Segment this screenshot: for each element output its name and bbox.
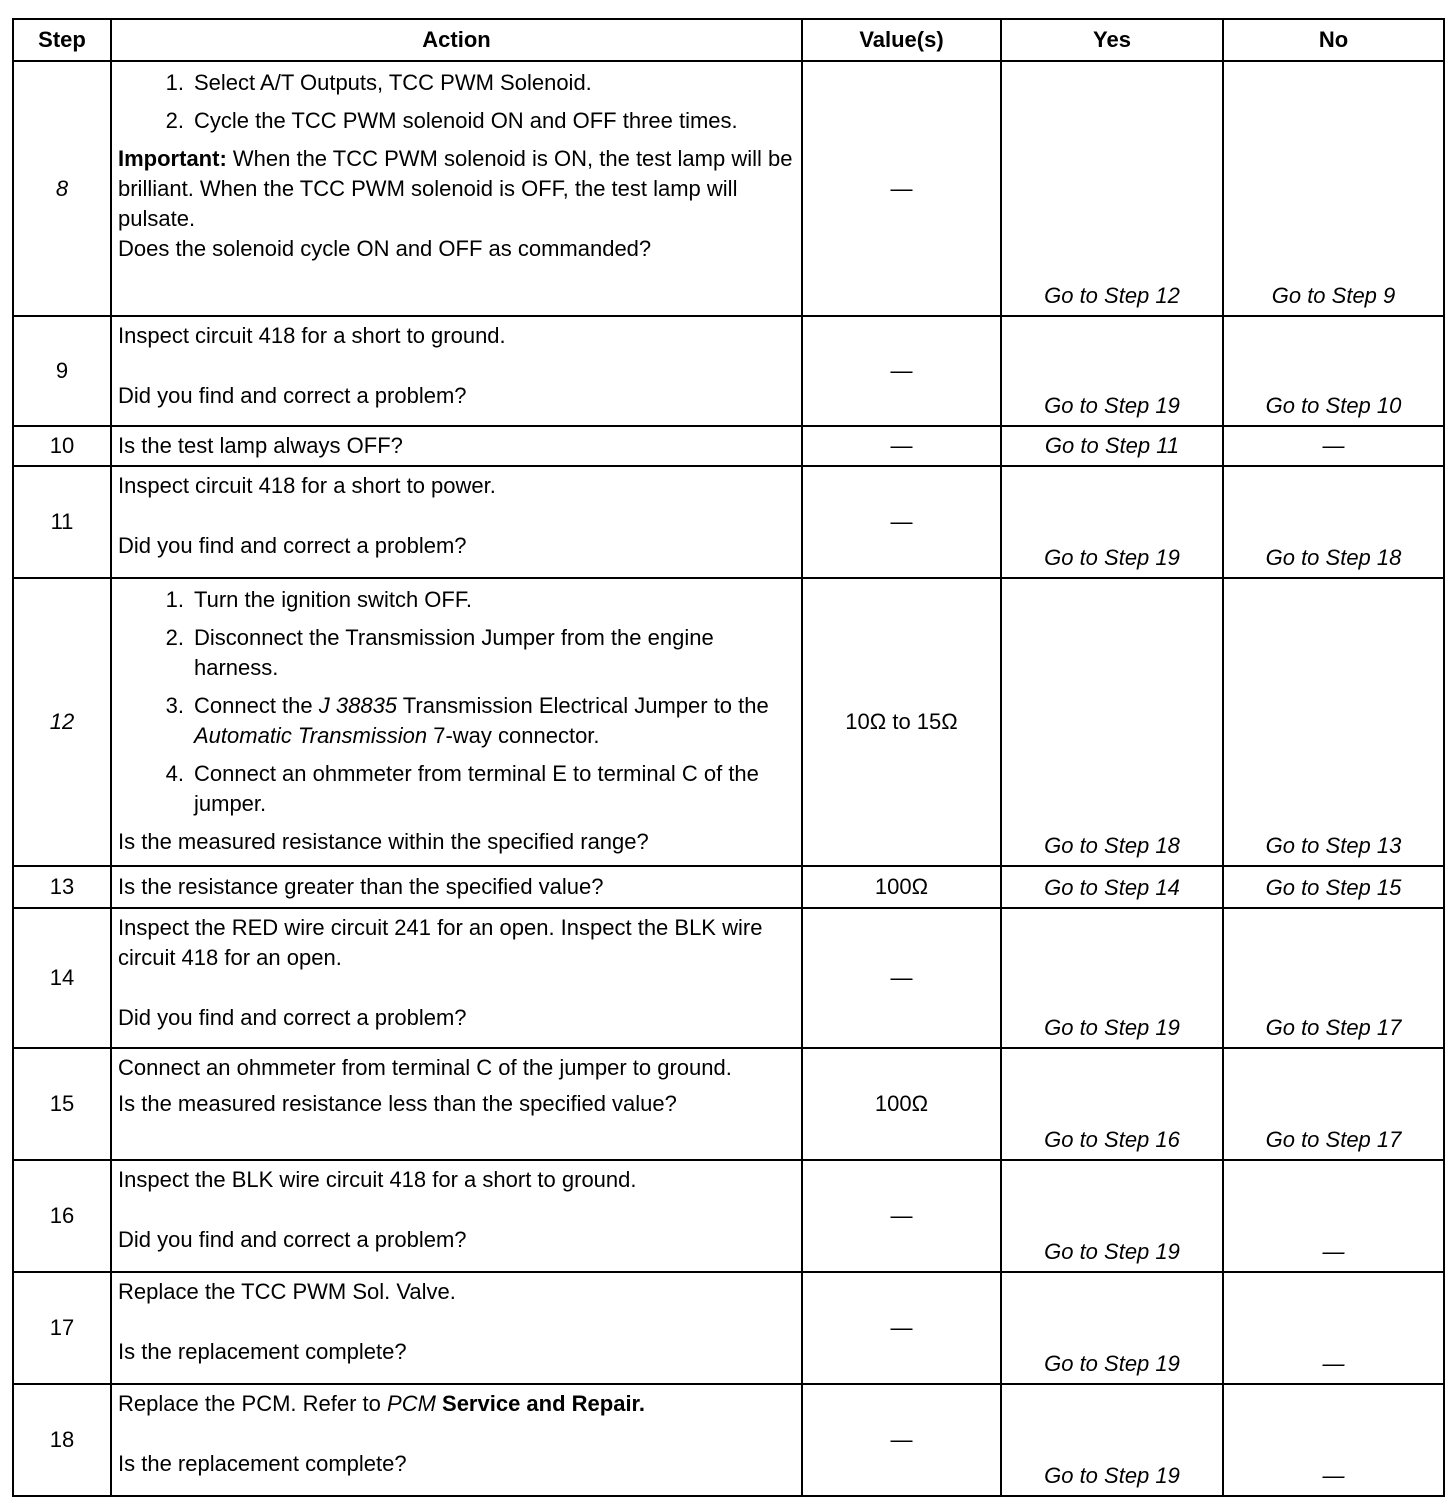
value-cell: —	[802, 426, 1001, 466]
table-row	[13, 1160, 1444, 1272]
value-cell: —	[802, 1160, 1001, 1272]
no-cell: Go to Step 13	[1223, 578, 1444, 866]
value-cell: 100Ω	[802, 1048, 1001, 1160]
value-cell: 100Ω	[802, 866, 1001, 908]
action-question: Did you find and correct a problem?	[118, 1227, 467, 1252]
step-number: 17	[13, 1272, 111, 1384]
header-no: No	[1223, 19, 1444, 61]
step-number: 11	[13, 466, 111, 578]
table-row	[13, 426, 1444, 466]
table-row	[13, 578, 1444, 866]
action-question: Did you find and correct a problem?	[118, 1005, 467, 1030]
action-question: Is the measured resistance within the specified range?	[118, 829, 649, 854]
yes-cell: Go to Step 16	[1001, 1048, 1223, 1160]
step-number: 15	[13, 1048, 111, 1160]
action-question: Did you find and correct a problem?	[118, 533, 467, 558]
action-instruction: Inspect circuit 418 for a short to power.	[118, 473, 496, 498]
header-row	[13, 19, 1444, 61]
no-cell: —	[1223, 1160, 1444, 1272]
step-number: 10	[13, 426, 111, 466]
action-step: 1. Select A/T Outputs, TCC PWM Solenoid.	[165, 70, 592, 95]
action-step: 2. Disconnect the Transmission Jumper from the engine harness.	[165, 625, 714, 680]
yes-cell: Go to Step 14	[1001, 866, 1223, 908]
yes-cell: Go to Step 19	[1001, 1160, 1223, 1272]
value-cell: —	[802, 61, 1001, 316]
step-number: 18	[13, 1384, 111, 1496]
value-cell: —	[802, 466, 1001, 578]
table-row	[13, 1384, 1444, 1496]
action-instruction: Inspect the RED wire circuit 241 for an open. Inspect the BLK wire circuit 418 for an open.	[118, 915, 763, 970]
action-step: 1. Turn the ignition switch OFF.	[165, 587, 472, 612]
action-cell	[111, 908, 802, 1048]
header-yes: Yes	[1001, 19, 1223, 61]
value-cell: —	[802, 1272, 1001, 1384]
yes-cell: Go to Step 19	[1001, 316, 1223, 426]
action-question: Is the replacement complete?	[118, 1451, 407, 1476]
table-row	[13, 61, 1444, 316]
no-cell: Go to Step 17	[1223, 908, 1444, 1048]
no-cell: Go to Step 17	[1223, 1048, 1444, 1160]
action-steps	[118, 68, 795, 136]
yes-cell: Go to Step 19	[1001, 466, 1223, 578]
action-cell	[111, 61, 802, 316]
action-question: Did you find and correct a problem?	[118, 383, 467, 408]
step-number: 14	[13, 908, 111, 1048]
connector-name: Automatic Transmission	[194, 723, 428, 748]
no-cell: Go to Step 15	[1223, 866, 1444, 908]
important-note: Important: When the TCC PWM solenoid is ON, the test lamp will be brilliant. When the TCC PWM solenoid is OFF, the test lamp will pulsate.	[118, 146, 793, 231]
action-instruction: Inspect circuit 418 for a short to ground.	[118, 323, 506, 348]
value-cell: —	[802, 316, 1001, 426]
no-cell: Go to Step 9	[1223, 61, 1444, 316]
no-cell: Go to Step 10	[1223, 316, 1444, 426]
table-row	[13, 908, 1444, 1048]
step-number: 8	[13, 61, 111, 316]
action-instruction: Inspect the BLK wire circuit 418 for a short to ground.	[118, 1167, 637, 1192]
step-number: 16	[13, 1160, 111, 1272]
tool-number: J 38835	[318, 693, 398, 718]
action-question: Is the measured resistance less than the specified value?	[118, 1091, 677, 1116]
action-cell	[111, 1160, 802, 1272]
no-cell: Go to Step 18	[1223, 466, 1444, 578]
step-number: 12	[13, 578, 111, 866]
action-question: Is the replacement complete?	[118, 1339, 407, 1364]
action-step: 3. Connect the J 38835 Transmission Electrical Jumper to the Automatic Transmission 7-way connector.	[165, 693, 769, 748]
header-step: Step	[13, 19, 111, 61]
action-cell	[111, 316, 802, 426]
table-row	[13, 866, 1444, 908]
no-cell: —	[1223, 1384, 1444, 1496]
table-row	[13, 316, 1444, 426]
step-number: 13	[13, 866, 111, 908]
action-instruction: Connect an ohmmeter from terminal C of the jumper to ground.	[118, 1055, 732, 1080]
action-cell	[111, 1048, 802, 1160]
value-cell: 10Ω to 15Ω	[802, 578, 1001, 866]
header-values: Value(s)	[802, 19, 1001, 61]
action-step: 4. Connect an ohmmeter from terminal E to terminal C of the jumper.	[165, 761, 759, 816]
table-row	[13, 1272, 1444, 1384]
yes-cell: Go to Step 19	[1001, 1272, 1223, 1384]
action-step: 2. Cycle the TCC PWM solenoid ON and OFF three times.	[165, 108, 738, 133]
table-row	[13, 1048, 1444, 1160]
action-instruction: Replace the TCC PWM Sol. Valve.	[118, 1279, 456, 1304]
action-question: Is the test lamp always OFF?	[111, 426, 802, 466]
yes-cell: Go to Step 19	[1001, 1384, 1223, 1496]
yes-cell: Go to Step 12	[1001, 61, 1223, 316]
diagnostic-table	[12, 18, 1445, 1497]
value-cell: —	[802, 908, 1001, 1048]
yes-cell: Go to Step 18	[1001, 578, 1223, 866]
action-steps	[118, 585, 795, 819]
no-cell: —	[1223, 426, 1444, 466]
action-cell	[111, 1272, 802, 1384]
action-question: Is the resistance greater than the specified value?	[111, 866, 802, 908]
yes-cell: Go to Step 11	[1001, 426, 1223, 466]
action-cell	[111, 1384, 802, 1496]
value-cell: —	[802, 1384, 1001, 1496]
action-cell	[111, 578, 802, 866]
pcm-reference: PCM	[387, 1391, 436, 1416]
action-instruction: Replace the PCM. Refer to PCM Service and Repair.	[118, 1391, 646, 1416]
header-action: Action	[111, 19, 802, 61]
table-row	[13, 466, 1444, 578]
yes-cell: Go to Step 19	[1001, 908, 1223, 1048]
no-cell: —	[1223, 1272, 1444, 1384]
step-number: 9	[13, 316, 111, 426]
action-cell	[111, 466, 802, 578]
action-question: Does the solenoid cycle ON and OFF as commanded?	[118, 236, 652, 261]
